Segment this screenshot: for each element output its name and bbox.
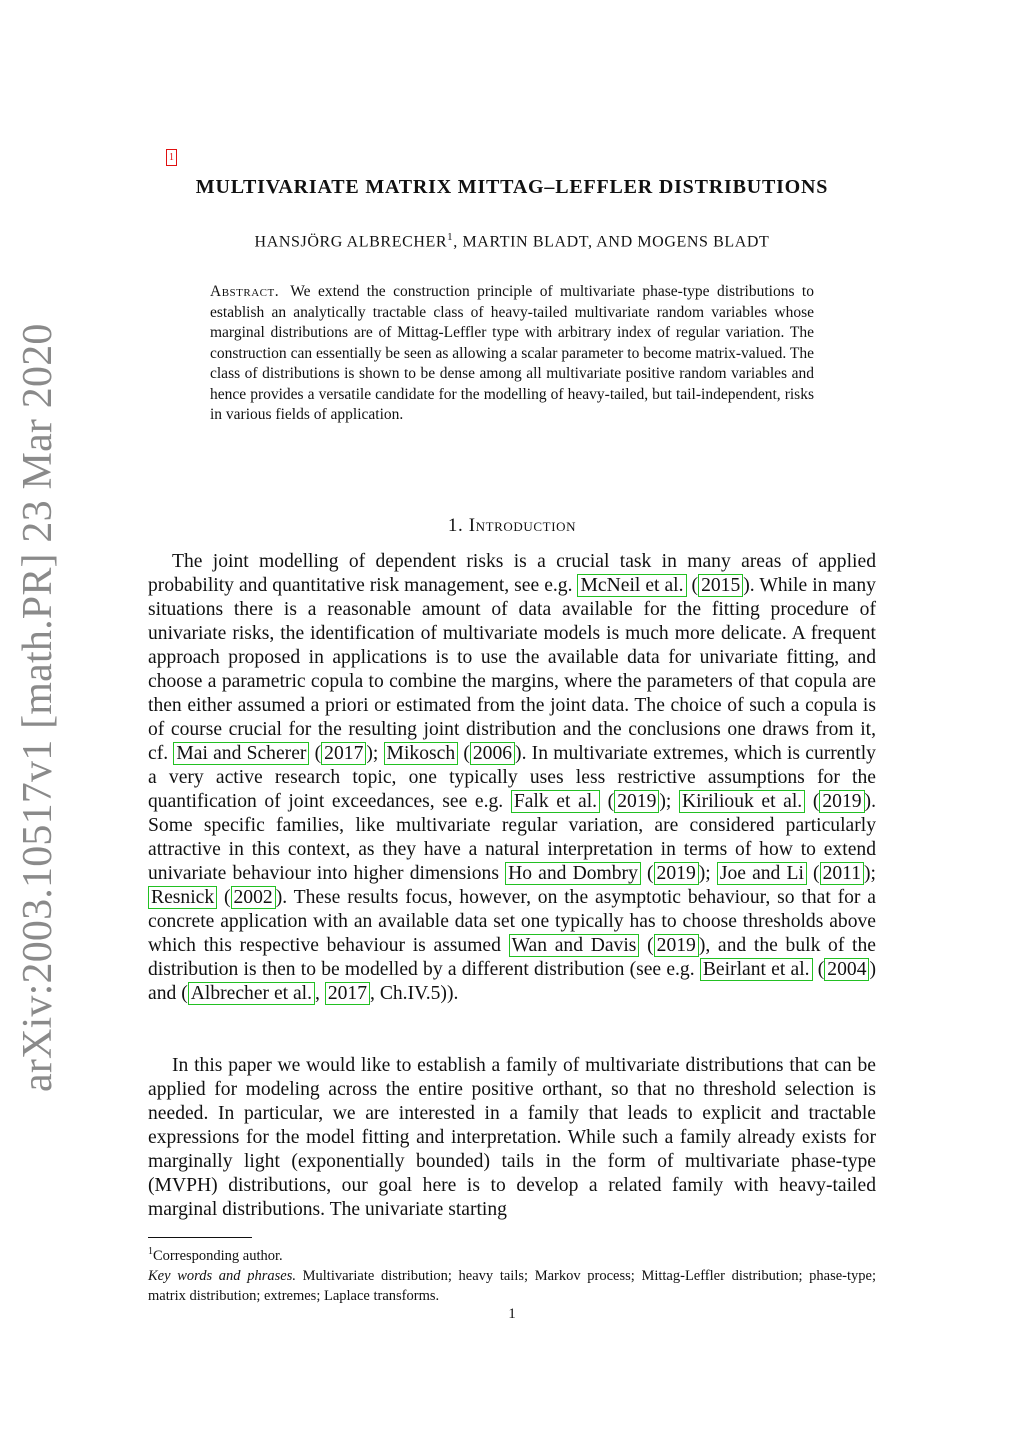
section-number: 1. xyxy=(447,515,464,536)
citation-year-link[interactable]: 2017 xyxy=(325,982,370,1005)
paragraph-2-text: In this paper we would like to establish a family of multivariate distributions that can be applied for modeling across the entire positive orthant, so that no threshold selection is needed. In particular, we are interested in a family that leads to explicit and tractable expressions for the model fitting and interpretation. While such a family already exists for marginally light (exponentially bounded) tails in the form of multivariate phase-type (MVPH) distributions, our goal here is to develop a related family with heavy-tailed marginal distributions. The univariate starting xyxy=(148,1055,876,1220)
paragraph-2 xyxy=(148,1054,876,1222)
text-span: ( xyxy=(806,863,820,884)
text-span: ( xyxy=(458,743,470,764)
text-span: , xyxy=(315,983,325,1004)
arxiv-identifier: arXiv:2003.10517v1 [math.PR] 23 Mar 2020 xyxy=(15,323,61,1092)
citation-link[interactable]: Beirlant et al. xyxy=(700,958,813,981)
text-span: , Ch.IV.5)). xyxy=(370,983,459,1004)
citation-year-link[interactable]: 2019 xyxy=(654,862,699,885)
section-title: Introduction xyxy=(468,515,577,536)
text-span: ). These results focus, however, on the asymptotic behaviour, so that for a concrete application with an available data set one typically has to choose thresholds above which this respective behaviour is assumed xyxy=(148,887,876,956)
citation-link[interactable]: Mikosch xyxy=(384,742,459,765)
text-span: ( xyxy=(639,935,654,956)
citation-year-link[interactable]: 2015 xyxy=(698,574,743,597)
keywords-label: Key words and phrases. xyxy=(148,1267,296,1284)
citation-link[interactable]: Wan and Davis xyxy=(509,934,640,957)
text-span: ( xyxy=(640,863,654,884)
text-span: ). In multivariate extremes, which is currently a very active research topic, one typically uses less restrictive assumptions for the quantification of joint exceedances, see e.g. xyxy=(148,743,876,812)
keywords-text: Multivariate distribution; heavy tails; Markov process; Mittag-Leffler distribution; phase-type; matrix distribution; extremes; Laplace transforms. xyxy=(148,1267,876,1304)
author-others: , MARTIN BLADT, AND MOGENS BLADT xyxy=(453,233,770,251)
keywords xyxy=(148,1266,876,1306)
citation-link[interactable]: McNeil et al. xyxy=(577,574,686,597)
footnote-1-mark: 1 xyxy=(148,1246,153,1257)
abstract xyxy=(210,282,814,426)
footnotes xyxy=(148,1242,876,1306)
citation-link[interactable]: Albrecher et al. xyxy=(188,982,315,1005)
text-span: ); xyxy=(864,863,876,884)
footnote-1-text: Corresponding author. xyxy=(153,1247,283,1264)
author-footnote-mark[interactable]: 1 xyxy=(447,231,454,243)
citation-year-link[interactable]: 2011 xyxy=(820,862,864,885)
text-span: ( xyxy=(600,791,615,812)
text-span: The joint modelling of dependent risks is a crucial task in many areas of applied probability and quantitative risk management, see e.g. xyxy=(148,551,876,596)
text-span: ). While in many situations there is a reasonable amount of data available for the fitting procedure of univariate risks, the identification of multivariate models is much more delicate. A frequent approach proposed in applications is to use the available data for univariate fitting, and choose a parametric copula to combine the margins, where the parameters of that copula are then either assumed a priori or estimated from the joint data. The choice of such a copula is of course crucial for the resulting joint distribution and the conclusions one draws from it, cf. xyxy=(148,575,876,764)
citation-year-link[interactable]: 2002 xyxy=(231,886,276,909)
text-span: ( xyxy=(686,575,699,596)
citation-year-link[interactable]: 2019 xyxy=(819,790,864,813)
text-span: ( xyxy=(217,887,231,908)
citation-year-link[interactable]: 2006 xyxy=(470,742,515,765)
text-span: ); xyxy=(659,791,679,812)
citation-link[interactable]: Resnick xyxy=(148,886,217,909)
footnote-link-marker[interactable]: 1 xyxy=(166,149,177,166)
citation-link[interactable]: Mai and Scherer xyxy=(173,742,309,765)
citation-link[interactable]: Ho and Dombry xyxy=(505,862,641,885)
citation-link[interactable]: Kiriliouk et al. xyxy=(679,790,805,813)
abstract-label: Abstract. xyxy=(210,283,280,300)
citation-link[interactable]: Joe and Li xyxy=(717,862,807,885)
text-span: ); xyxy=(698,863,717,884)
citation-year-link[interactable]: 2019 xyxy=(654,934,699,957)
paragraph-1 xyxy=(148,550,876,1006)
footnote-1 xyxy=(148,1242,876,1266)
page-number: 1 xyxy=(508,1306,516,1322)
abstract-text: We extend the construction principle of multivariate phase-type distributions to establish an analytically tractable class of heavy-tailed multivariate random variables whose marginal distributions are of Mittag-Leffler type with arbitrary index of regular variation. The construction can essentially be seen as allowing a scalar parameter to become matrix-valued. The class of distributions is shown to be dense among all multivariate positive random variables and hence provides a versatile candidate for the modelling of heavy-tailed, but tail-independent, risks in various fields of application. xyxy=(210,283,814,423)
text-span: ( xyxy=(812,959,825,980)
text-span: ); xyxy=(366,743,384,764)
text-span: ). Some specific families, like multivariate regular variation, are considered particularly attractive in this context, as they have a natural interpretation in terms of how to extend univariate behaviour into higher dimensions xyxy=(148,791,876,884)
footnote-divider xyxy=(148,1237,252,1238)
text-span: ), and the bulk of the distribution is then to be modelled by a different distribution (see e.g. xyxy=(148,935,876,980)
paper-title: MULTIVARIATE MATRIX MITTAG–LEFFLER DISTRIBUTIONS xyxy=(195,176,829,198)
author-list xyxy=(0,231,1024,251)
author-albrecher: HANSJÖRG ALBRECHER xyxy=(254,233,448,251)
citation-year-link[interactable]: 2017 xyxy=(321,742,366,765)
text-span: ( xyxy=(309,743,322,764)
section-heading xyxy=(0,515,1024,537)
citation-year-link[interactable]: 2019 xyxy=(614,790,659,813)
citation-link[interactable]: Falk et al. xyxy=(511,790,600,813)
text-span: ) and ( xyxy=(148,959,877,1004)
citation-year-link[interactable]: 2004 xyxy=(824,958,869,981)
text-span: ( xyxy=(805,791,820,812)
